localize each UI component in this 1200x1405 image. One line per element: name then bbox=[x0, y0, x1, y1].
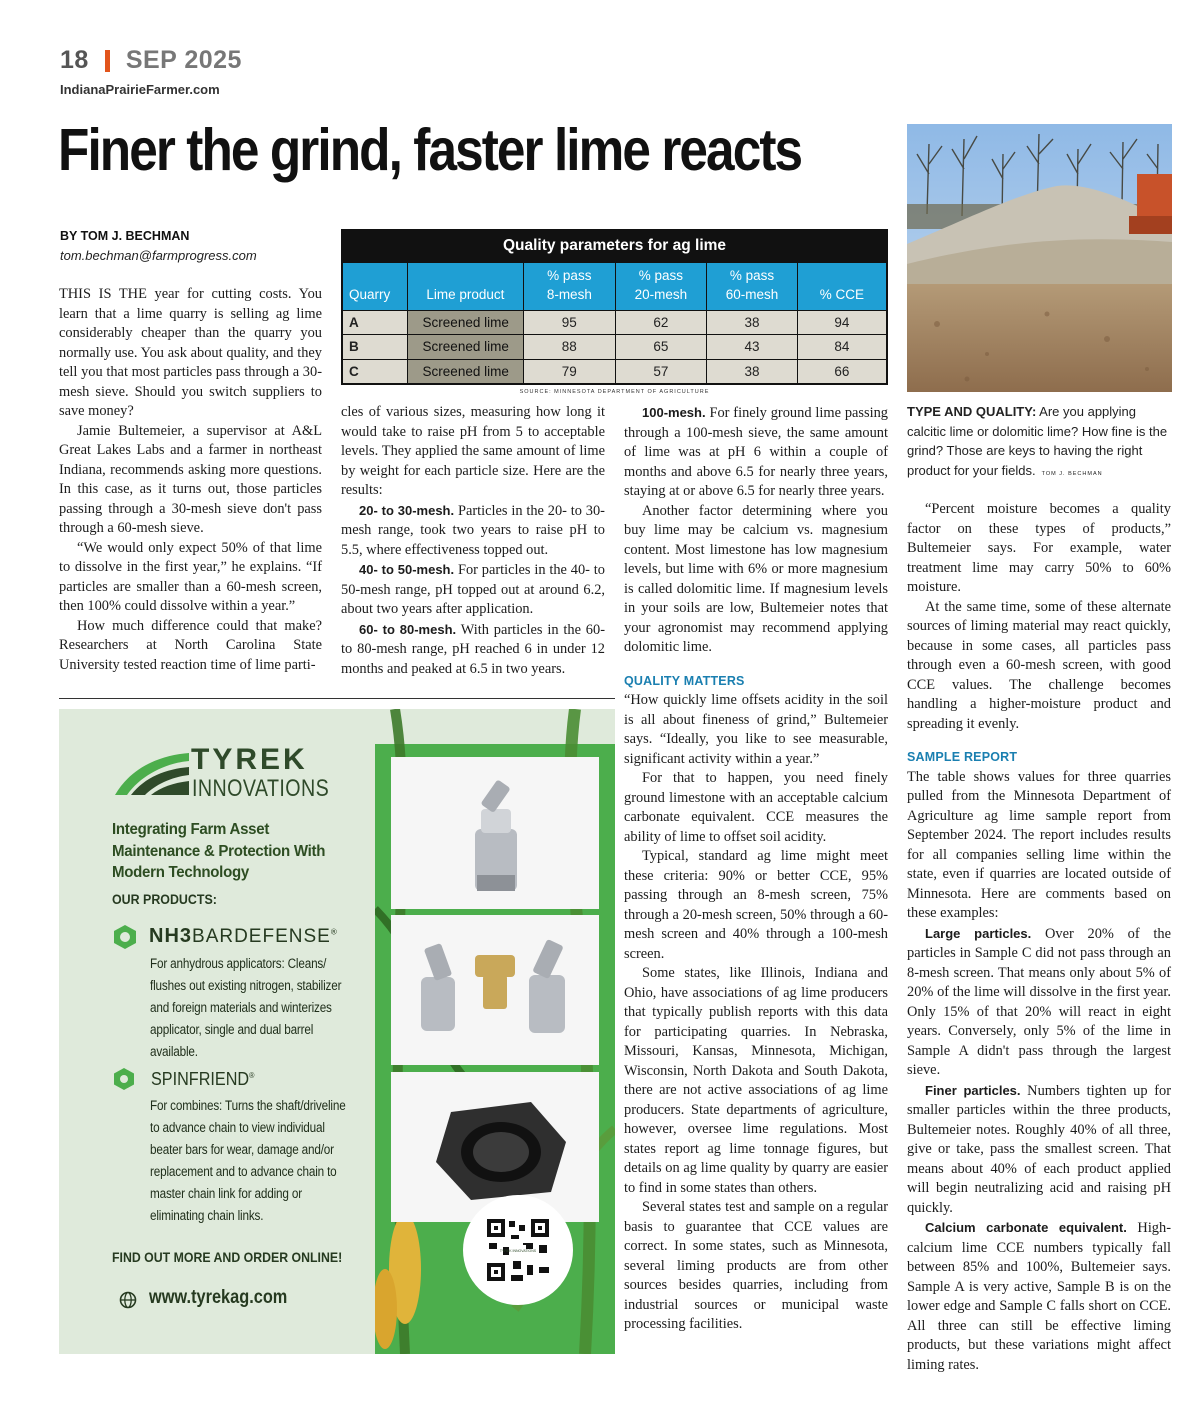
header-8-mesh: % pass 8-mesh bbox=[524, 263, 616, 310]
paragraph: Finer particles. Numbers tighten up for smaller particles within the three products, Bultemeier notes. Roughly 40% of all three, give or take, pass the smallest screen. That means about 40% of each product applied will begin neutralizing acid and raising pH quickly. bbox=[907, 1082, 1171, 1216]
paragraph: The table shows values for three quarries pulled from the Minnesota Department of Agriculture ag lime sample report from September 2024. The report includes results for all companies selling lime within the state, even if quarries are located outside of Minnesota. Here are comments based on these examples: bbox=[907, 768, 1171, 921]
cell-product: Screened lime bbox=[408, 335, 524, 360]
product-nh3-description: For anhydrous applicators: Cleans/ flushes out existing nitrogen, stabilizer and foreign materials and winterizes applicator, single and dual barrel available. bbox=[150, 956, 342, 1059]
cell-value: 38 bbox=[707, 310, 798, 335]
product-spinfriend-description: For combines: Turns the shaft/driveline to advance chain to view individual beater bars for wear, damage and/or replacement and to advance chain to master chain link for adding or eliminating chain links. bbox=[150, 1098, 346, 1223]
header-20-mesh: % pass 20-mesh bbox=[615, 263, 707, 310]
paragraph: 100-mesh. For finely ground lime passing through a 100-mesh sieve, the same amount of lime was at pH 6 within a couple of months and above 6.5 for nearly three years, staying at or above 6.5 for nearly three years. bbox=[624, 405, 888, 499]
hex-gear-icon bbox=[112, 1067, 136, 1091]
cell-value: 66 bbox=[797, 359, 887, 384]
qr-code[interactable] bbox=[463, 1195, 573, 1305]
photo-caption bbox=[907, 402, 1172, 484]
paragraph: 60- to 80-mesh. With particles in the 60- to 80-mesh range, pH reached 6 in under 12 months and peaked at 6.5 in two years. bbox=[341, 621, 605, 677]
caption-label: TYPE AND QUALITY: bbox=[907, 404, 1037, 419]
site-name[interactable]: IndianaPrairieFarmer.com bbox=[60, 82, 220, 97]
article-column-1 bbox=[59, 285, 322, 675]
cell-value: 43 bbox=[707, 335, 798, 360]
cell-quarry: A bbox=[342, 310, 408, 335]
product-spinfriend: SPINFRIEND® bbox=[151, 1069, 255, 1089]
cell-value: 62 bbox=[615, 310, 707, 335]
paragraph: Calcium carbonate equivalent. High-calcium lime CCE numbers typically fall between 85% and 100%, Bultemeier says. Sample A is very active, Sample B is on the lower edge and Sample C falls short on CCE. All three can still be effective liming products, but these variations might affect liming rates. bbox=[907, 1220, 1171, 1373]
product-photo-fittings bbox=[391, 915, 599, 1065]
ad-call-to-action: FIND OUT MORE AND ORDER ONLINE! bbox=[112, 1249, 343, 1265]
paragraph: Jamie Bultemeier, a supervisor at A&L Great Lakes Labs and a farmer in northeast Indiana, recommends asking more questions. In this case, as it turns out, those particles passing through a 30-mesh sieve don't pass through a 60-mesh sieve. bbox=[59, 422, 322, 536]
cell-value: 57 bbox=[615, 359, 707, 384]
byline: BY TOM J. BECHMAN bbox=[60, 229, 190, 243]
quality-table bbox=[341, 229, 888, 395]
lime-pile-photo bbox=[907, 124, 1172, 392]
paragraph: Another factor determining where you buy lime may be calcium vs. magnesium content. Most limestone has low magnesium levels, but lime with 6% or more magnesium is called dolomitic lime. If magnesium levels in your soils are low, Bultemeier notes that your agronomist may recommend applying dolomitic lime. bbox=[624, 502, 888, 655]
header-lime-product: Lime product bbox=[408, 263, 524, 310]
header-quarry: Quarry bbox=[342, 263, 408, 310]
article-column-4 bbox=[907, 500, 1171, 1375]
paragraph: At the same time, some of these alternate sources of liming material may react quickly, because in some cases, all particles pass through even a 60-mesh screen, with good CCE values. The challenge becomes handling a higher-moisture product and spreading it evenly. bbox=[907, 598, 1171, 732]
cell-value: 65 bbox=[615, 335, 707, 360]
cell-product: Screened lime bbox=[408, 310, 524, 335]
brand-subname: INNOVATIONS bbox=[192, 775, 330, 802]
our-products-label: OUR PRODUCTS: bbox=[112, 892, 217, 907]
table-title: Quality parameters for ag lime bbox=[341, 229, 888, 263]
cell-quarry: B bbox=[342, 335, 408, 360]
paragraph: Large particles. Over 20% of the particles in Sample C did not pass through an 8-mesh screen. That means only about 5% of 20% of the lime will dissolve in the first year. Only 15% of that 20% will react in eight years. Conversely, only 5% of the lime in Sample A didn't pass through the largest sieve. bbox=[907, 925, 1171, 1078]
folio bbox=[60, 46, 242, 75]
paragraph: Typical, standard ag lime might meet these criteria: 90% or better CCE, 95% passing through an 8-mesh screen, 75% through a 20-mesh screen, 50% through a 60-mesh screen and 40% through a 100-mesh screen. bbox=[624, 848, 888, 962]
paragraph: THIS IS THE year for cutting costs. You learn that a lime quarry is selling ag lime considerably cheaper than the quarry you normally use. You ask about quality, and they tell you that most particles pass through a 30-mesh sieve. Should you switch suppliers to save money? bbox=[59, 286, 322, 419]
caption-text: Are you applying calcitic lime or dolomitic lime? How fine is the grind? Those are keys to having the right product for your fields. bbox=[907, 404, 1168, 478]
table-row bbox=[342, 359, 887, 384]
photo-credit: TOM J. BECHMAN bbox=[1041, 470, 1103, 477]
hex-nut-icon bbox=[112, 924, 138, 950]
paragraph: Several states test and sample on a regular basis to guarantee that CCE values are correct. In some states, such as Minnesota, several liming products are from other sources besides quarries, including from industrial sources or municipal waste processing facilities. bbox=[624, 1199, 888, 1332]
paragraph: 20- to 30-mesh. Particles in the 20- to 30-mesh range, took two years to raise pH to 5.5, where effectiveness topped out. bbox=[341, 502, 605, 558]
table-row bbox=[342, 310, 887, 335]
brand-name: TYREK bbox=[191, 743, 308, 776]
table-grid bbox=[341, 263, 888, 385]
cell-value: 84 bbox=[797, 335, 887, 360]
paragraph: cles of various sizes, measuring how long it would take to raise pH from 5 to acceptable levels. They applied the same amount of lime by weight for each particle size. Here are the results: bbox=[341, 404, 605, 498]
table-row bbox=[342, 335, 887, 360]
paragraph: “How quickly lime offsets acidity in the soil is all about fineness of grind,” Bultemeier says. “Ideally, you like to see measurable, significant activity within a year.” bbox=[624, 692, 888, 767]
cell-value: 95 bbox=[524, 310, 616, 335]
cell-value: 38 bbox=[707, 359, 798, 384]
folio-divider bbox=[105, 50, 110, 72]
section-heading: SAMPLE REPORT bbox=[907, 750, 1018, 764]
article-column-2 bbox=[341, 403, 605, 679]
ad-tagline: Integrating Farm Asset Maintenance & Protection With Modern Technology bbox=[112, 821, 326, 881]
section-heading: QUALITY MATTERS bbox=[624, 673, 745, 688]
paragraph: “We would only expect 50% of that lime to dissolve in the first year,” he explains. “If particles are smaller than a 60-mesh screen, then 100% could dissolve within a year.” bbox=[59, 539, 322, 614]
paragraph: Some states, like Illinois, Indiana and Ohio, have associations of ag lime producers that typically publish reports with this data for participating quarries. In Nebraska, Missouri, Kansas, Minnesota, Michigan, Wisconsin, North Dakota and South Dakota, there are not active associations of ag lime producers. State departments of agriculture, however, oversee lime regulations. Most states report ag lime tonnage figures, but details on ag lime quality by quarry are easier to find in some states than others. bbox=[624, 965, 888, 1196]
paragraph: 40- to 50-mesh. For particles in the 40- to 50-mesh range, pH topped out at around 6.2, about two years after application. bbox=[341, 562, 605, 617]
table-source: SOURCE: MINNESOTA DEPARTMENT OF AGRICULTURE bbox=[519, 388, 710, 395]
headline: Finer the grind, faster lime reacts bbox=[58, 117, 802, 183]
cell-value: 94 bbox=[797, 310, 887, 335]
cell-quarry: C bbox=[342, 359, 408, 384]
header-cce: % CCE bbox=[797, 263, 887, 310]
product-photo-nozzle bbox=[391, 757, 599, 909]
tyrek-advertisement[interactable] bbox=[59, 709, 615, 1354]
svg-text:TYREK INNOVATIONS: TYREK INNOVATIONS bbox=[499, 1249, 537, 1253]
author-email[interactable]: tom.bechman@farmprogress.com bbox=[60, 248, 257, 263]
ad-website-link[interactable]: www.tyrekag.com bbox=[149, 1287, 288, 1308]
cell-value: 88 bbox=[524, 335, 616, 360]
tyrek-logo-icon bbox=[111, 747, 191, 801]
header-60-mesh: % pass 60-mesh bbox=[707, 263, 798, 310]
page-number: 18 bbox=[60, 46, 89, 74]
article-column-3 bbox=[624, 403, 888, 1335]
product-nh3-bardefense: NH3BARDEFENSE® bbox=[149, 925, 338, 947]
globe-icon bbox=[119, 1291, 137, 1309]
paragraph: “Percent moisture becomes a quality factor on these types of products,” Bultemeier says. For example, water treatment lime may carry 50% to 60% moisture. bbox=[907, 501, 1171, 595]
cell-product: Screened lime bbox=[408, 359, 524, 384]
issue-date: SEP 2025 bbox=[125, 46, 242, 74]
paragraph: How much difference could that make? Researchers at North Carolina State University tested reaction time of lime parti- bbox=[59, 617, 322, 673]
table-header-row bbox=[342, 263, 887, 310]
cell-value: 79 bbox=[524, 359, 616, 384]
ad-divider bbox=[59, 698, 615, 699]
paragraph: For that to happen, you need finely ground limestone with an acceptable calcium carbonate equivalent. CCE measures the ability of lime to offset soil acidity. bbox=[624, 770, 888, 845]
